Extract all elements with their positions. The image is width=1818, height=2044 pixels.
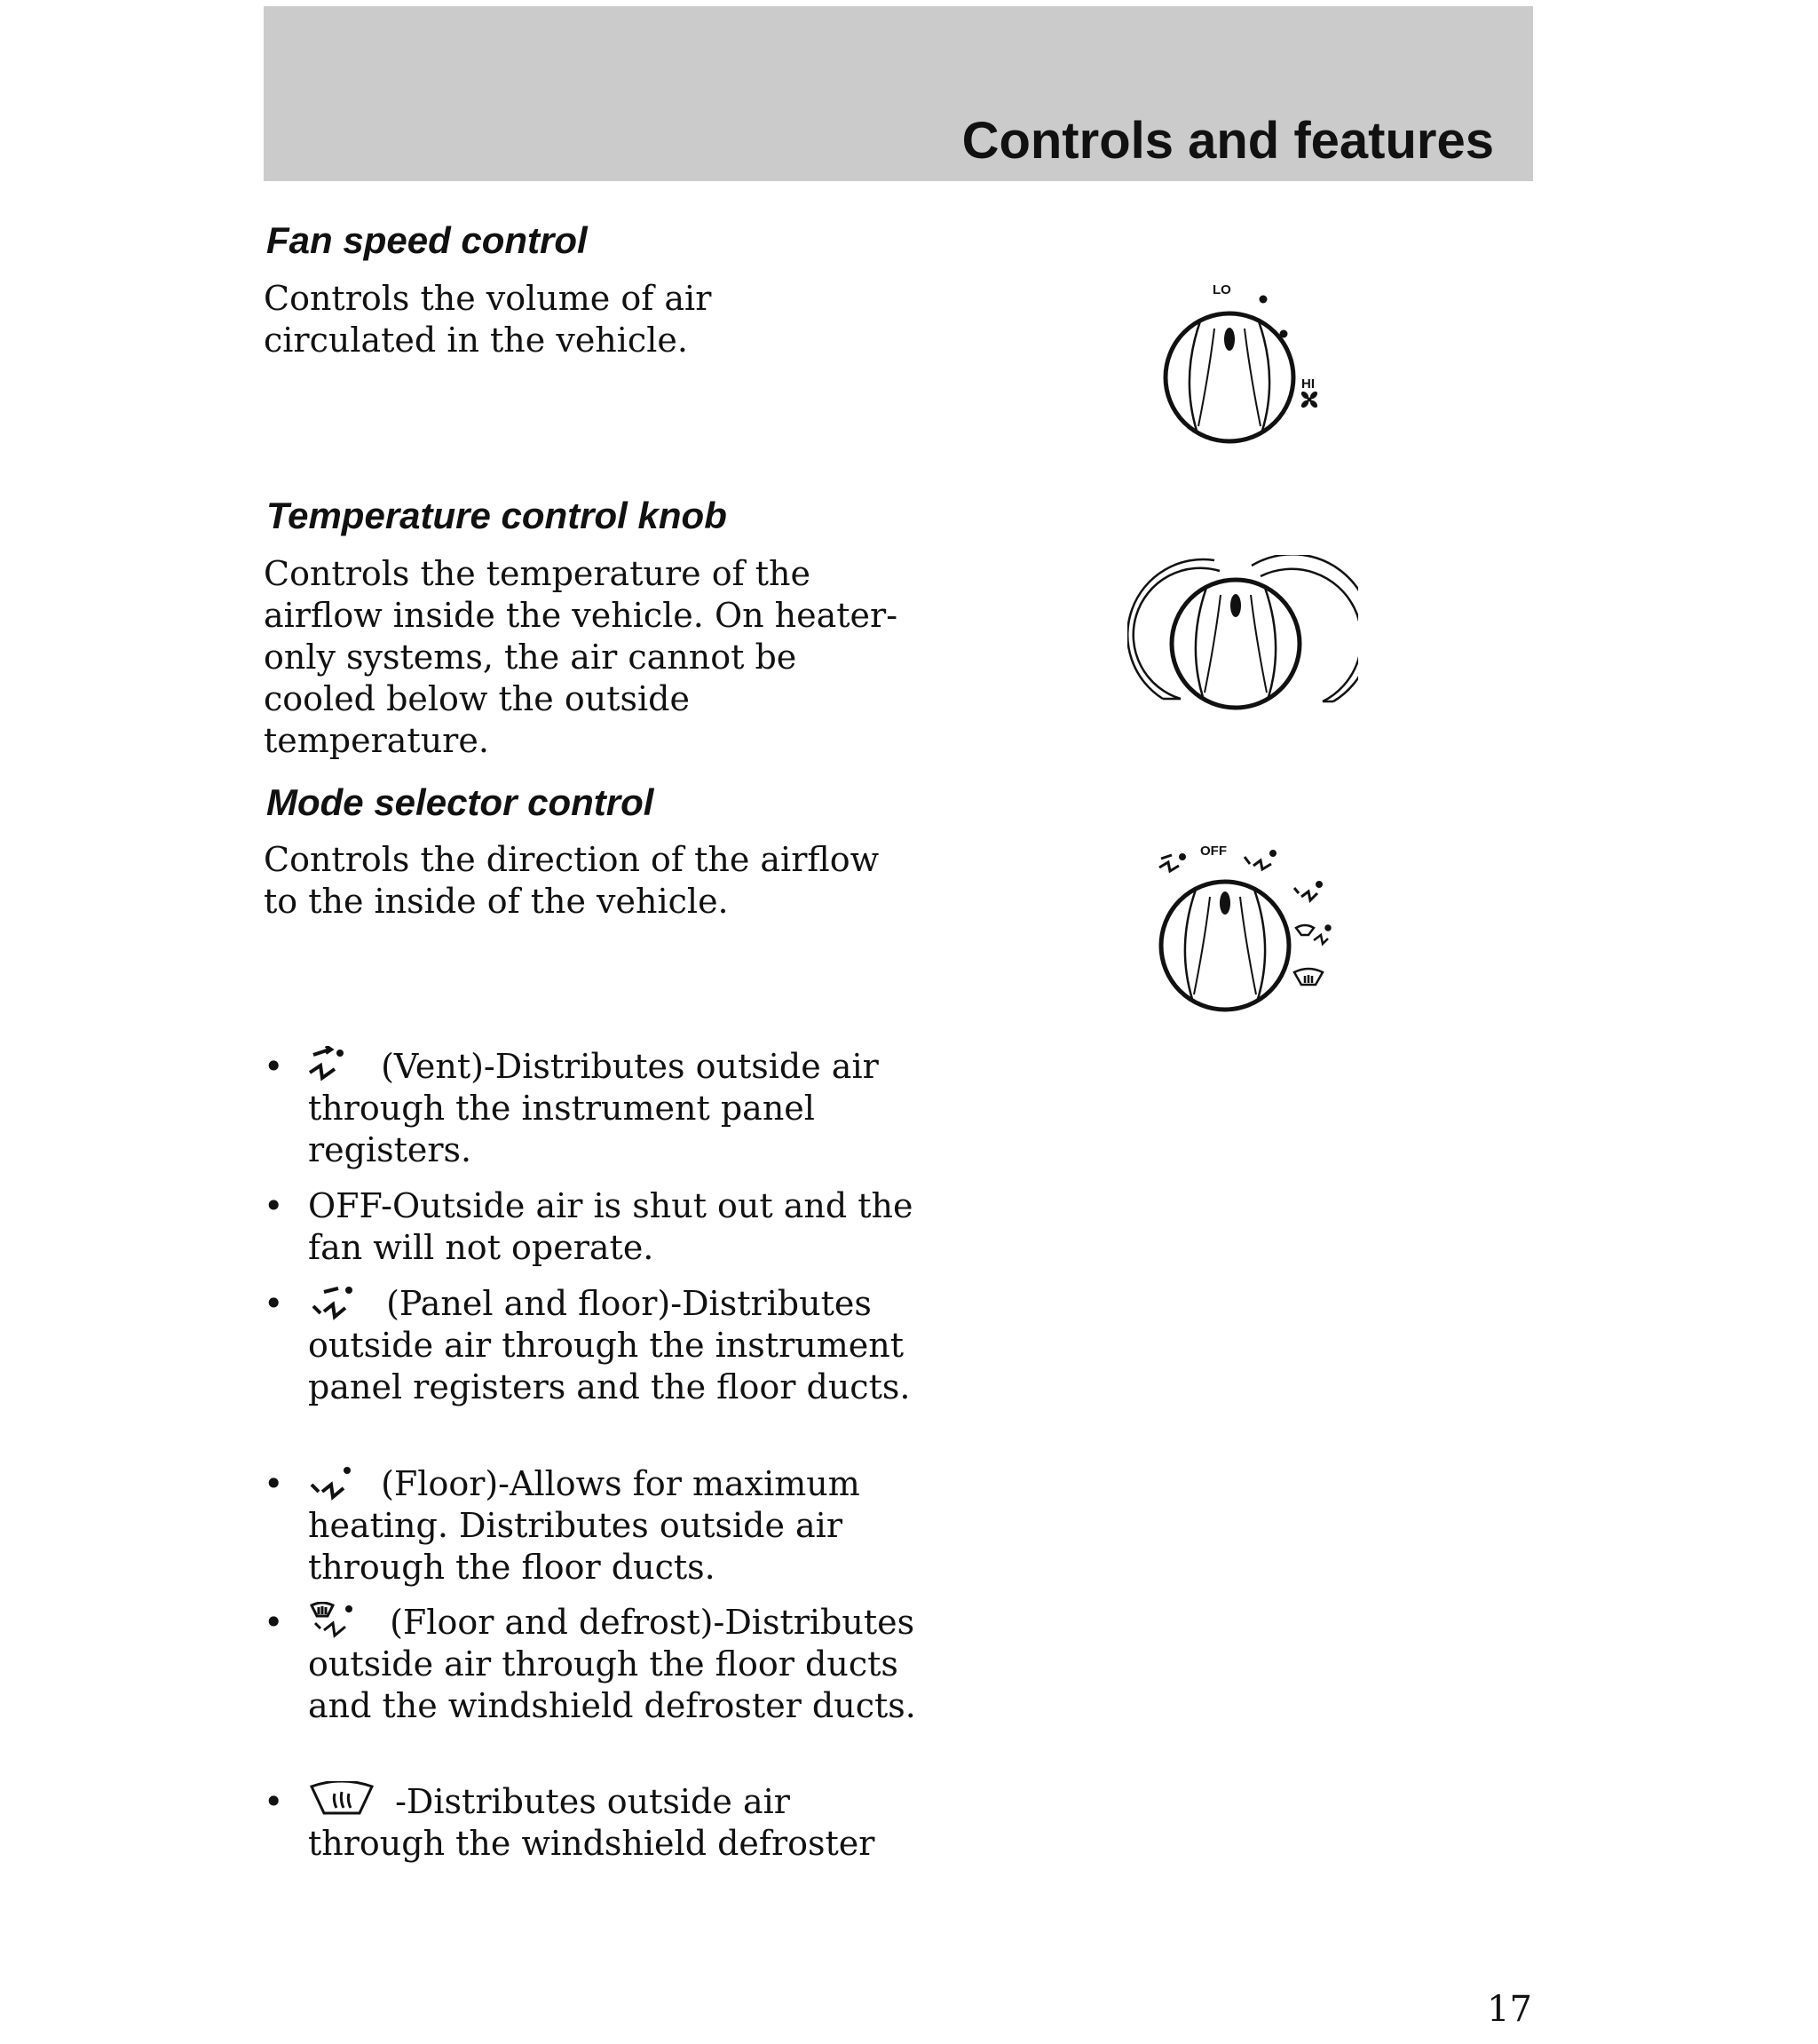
fan-speed-knob-figure bbox=[1145, 275, 1340, 453]
speed-dot-1 bbox=[1260, 296, 1268, 304]
panel-floor-description: (Panel and floor)-Distributes outside air through the instrument panel registers and the floor ducts. bbox=[308, 1284, 911, 1406]
bullet-dot: • bbox=[264, 1047, 284, 1086]
panel-floor-icon bbox=[308, 1283, 375, 1322]
temperature-knob-figure bbox=[1127, 555, 1358, 724]
vent-description: (Vent)-Distributes outside air through the instrument panel registers. bbox=[308, 1047, 879, 1169]
lo-label: LO bbox=[1213, 282, 1231, 297]
defrost-mode-icon bbox=[1294, 969, 1323, 985]
bullet-dot: • bbox=[264, 1186, 284, 1225]
defrost-description: -Distributes outside air through the windshield defroster bbox=[308, 1782, 875, 1863]
mode-text: Controls the direction of the airflow to the inside of the vehicle. bbox=[264, 840, 880, 921]
bullet-dot: • bbox=[264, 1284, 284, 1323]
vent-mode-icon bbox=[1159, 855, 1185, 872]
speed-dot-2 bbox=[1280, 330, 1288, 338]
temperature-text: Controls the temperature of the airflow inside the vehicle. On heater-only systems, the air cannot be cooled below the outside temperature. bbox=[264, 554, 898, 760]
floor-icon bbox=[308, 1463, 370, 1502]
mode-heading: Mode selector control bbox=[266, 781, 654, 823]
bullet-dot: • bbox=[264, 1603, 284, 1642]
hi-label: HI bbox=[1301, 376, 1315, 392]
page-header bbox=[264, 6, 1533, 181]
floor-defrost-icon bbox=[308, 1602, 379, 1641]
page-number: 17 bbox=[1487, 1989, 1532, 2030]
temperature-heading: Temperature control knob bbox=[266, 495, 727, 536]
fan-icon bbox=[1300, 390, 1318, 408]
knob bbox=[1161, 882, 1289, 1010]
floor-mode-icon bbox=[1294, 883, 1322, 901]
floor-defrost-description: (Floor and defrost)-Distributes outside air through the floor ducts and the windshield defroster ducts. bbox=[308, 1603, 916, 1725]
floor-description: (Floor)-Allows for maximum heating. Distributes outside air through the floor ducts. bbox=[308, 1464, 860, 1587]
knob bbox=[1172, 580, 1300, 708]
off-description: OFF-Outside air is shut out and the fan will not operate. bbox=[308, 1186, 913, 1267]
off-label: OFF bbox=[1200, 844, 1227, 859]
fan-speed-heading: Fan speed control bbox=[266, 219, 588, 261]
fan-speed-text: Controls the volume of air circulated in the vehicle. bbox=[264, 279, 712, 360]
bullet-dot: • bbox=[264, 1464, 284, 1503]
knob bbox=[1166, 313, 1293, 441]
vent-icon bbox=[308, 1046, 370, 1085]
header-title: Controls and features bbox=[961, 112, 1494, 170]
defrost-icon bbox=[308, 1781, 384, 1820]
floor-defrost-mode-icon bbox=[1296, 925, 1331, 944]
bullet-dot: • bbox=[264, 1782, 284, 1821]
mode-selector-knob-figure bbox=[1145, 839, 1367, 1017]
panel-floor-mode-icon bbox=[1245, 852, 1276, 870]
